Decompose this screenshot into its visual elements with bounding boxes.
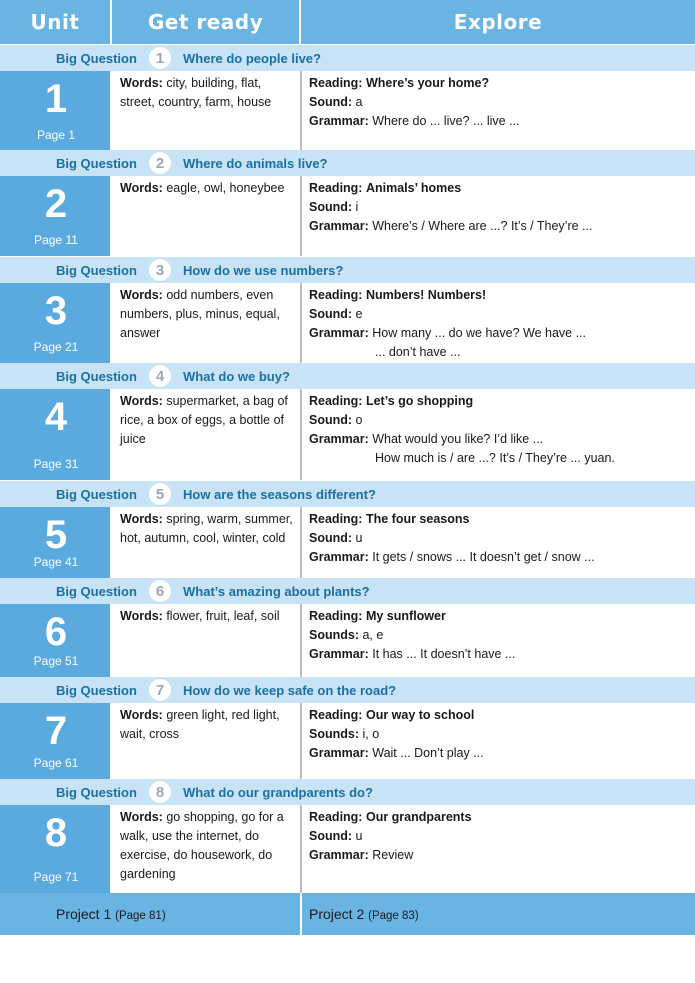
sound-label: Sound:: [309, 413, 353, 427]
words-text: spring, warm, summer, hot, autumn, cool, winter, cold: [120, 512, 293, 545]
grammar-label: Grammar:: [309, 647, 369, 661]
sound-value: i, o: [362, 727, 380, 741]
reading-label: Reading:: [309, 181, 363, 195]
unit-row: [0, 507, 695, 578]
grammar-line: [309, 744, 689, 763]
grammar-label: Grammar:: [309, 550, 369, 564]
big-question-number: 2: [149, 152, 171, 174]
big-question-bar: [0, 45, 695, 71]
big-question-label: Big Question: [56, 682, 137, 698]
unit-cell: [0, 283, 112, 363]
sound-value: o: [355, 413, 363, 427]
explore-cell: [302, 389, 695, 480]
grammar-label: Grammar:: [309, 848, 369, 862]
sound-line: [309, 198, 689, 217]
reading-line: [309, 286, 689, 305]
unit-cell: [0, 604, 112, 677]
sound-value: a: [355, 95, 363, 109]
sound-line: [309, 827, 689, 846]
big-question-text: How do we use numbers?: [183, 262, 344, 278]
unit-number: 7: [44, 709, 68, 753]
grammar-line: [309, 112, 689, 131]
unit-cell: [0, 805, 112, 893]
sound-line: [309, 529, 689, 548]
sound-value: i: [355, 200, 359, 214]
words-label: Words:: [120, 810, 163, 824]
reading-line: [309, 706, 689, 725]
sound-label: Sound:: [309, 200, 353, 214]
big-question-number: 5: [149, 483, 171, 505]
get-ready-cell: [112, 71, 302, 151]
big-question-label: Big Question: [56, 262, 137, 278]
sound-line: [309, 411, 689, 430]
big-question-bar: [0, 257, 695, 283]
sound-label: Sound:: [309, 531, 353, 545]
unit-row: [0, 604, 695, 677]
grammar-line-2: How much is / are ...? It’s / They’re ... yuan.: [375, 451, 615, 465]
big-question-number: 1: [149, 47, 171, 69]
sound-line: [309, 93, 689, 112]
grammar-text: Wait ... Don’t play ...: [372, 746, 484, 760]
big-question-text: What do our grandparents do?: [183, 784, 373, 800]
words-label: Words:: [120, 181, 163, 195]
reading-title: My sunflower: [365, 609, 446, 623]
grammar-line: [309, 548, 689, 567]
explore-cell: [302, 283, 695, 363]
big-question-label: Big Question: [56, 784, 137, 800]
unit-cell: [0, 71, 112, 151]
big-question-number: 8: [149, 781, 171, 803]
big-question-text: What do we buy?: [183, 368, 290, 384]
explore-cell: [302, 604, 695, 677]
reading-label: Reading:: [309, 708, 363, 722]
big-question-text: What’s amazing about plants?: [183, 583, 370, 599]
words-label: Words:: [120, 288, 163, 302]
big-question-bar: [0, 363, 695, 389]
project-2: [309, 906, 419, 922]
unit-row: [0, 176, 695, 256]
get-ready-cell: [112, 176, 302, 256]
unit-cell: [0, 507, 112, 578]
get-ready-cell: [112, 604, 302, 677]
sound-line: [309, 725, 689, 744]
big-question-label: Big Question: [56, 155, 137, 171]
unit-page: Page 61: [33, 756, 79, 770]
big-question-bar: [0, 677, 695, 703]
grammar-text: What would you like? I’d like ...: [372, 432, 544, 446]
grammar-line: [309, 324, 689, 343]
reading-title: Animals’ homes: [365, 181, 462, 195]
grammar-label: Grammar:: [309, 746, 369, 760]
explore-cell: [302, 176, 695, 256]
get-ready-cell: [112, 703, 302, 779]
big-question-label: Big Question: [56, 368, 137, 384]
words-text: odd numbers, even numbers, plus, minus, equal, answer: [120, 288, 280, 340]
unit-number: 4: [44, 395, 68, 439]
unit-cell: [0, 176, 112, 256]
grammar-text: It gets / snows ... It doesn’t get / snow ...: [372, 550, 595, 564]
unit-page: Page 41: [33, 555, 79, 569]
unit-cell: [0, 389, 112, 480]
sound-label: Sounds:: [309, 628, 359, 642]
grammar-label: Grammar:: [309, 219, 369, 233]
unit-page: Page 21: [33, 340, 79, 354]
header-unit: Unit: [0, 0, 112, 44]
big-question-text: How are the seasons different?: [183, 486, 376, 502]
reading-label: Reading:: [309, 76, 363, 90]
unit-number: 2: [44, 182, 68, 226]
unit-cell: [0, 703, 112, 779]
project-1: [56, 906, 166, 922]
words-text: supermarket, a bag of rice, a box of eggs, a bottle of juice: [120, 394, 288, 446]
unit-row: [0, 703, 695, 779]
sound-line: [309, 626, 689, 645]
unit-row: [0, 71, 695, 151]
sound-label: Sound:: [309, 829, 353, 843]
sound-label: Sounds:: [309, 727, 359, 741]
grammar-label: Grammar:: [309, 432, 369, 446]
grammar-line: [309, 430, 689, 449]
header-get-ready: Get ready: [112, 0, 301, 44]
reading-line: [309, 808, 689, 827]
unit-page: Page 71: [33, 870, 79, 884]
words-label: Words:: [120, 609, 163, 623]
big-question-number: 3: [149, 259, 171, 281]
reading-title: Our way to school: [365, 708, 475, 722]
big-question-label: Big Question: [56, 583, 137, 599]
project-1-label: Project 1: [56, 906, 112, 922]
project-2-page: (Page 83): [368, 910, 419, 922]
unit-row: [0, 283, 695, 363]
sound-value: u: [355, 531, 363, 545]
words-label: Words:: [120, 394, 163, 408]
unit-number: 5: [44, 513, 68, 557]
grammar-label: Grammar:: [309, 114, 369, 128]
unit-row: [0, 805, 695, 893]
reading-label: Reading:: [309, 394, 363, 408]
big-question-text: How do we keep safe on the road?: [183, 682, 397, 698]
words-text: city, building, flat, street, country, farm, house: [120, 76, 272, 109]
unit-number: 6: [44, 610, 68, 654]
sound-value: u: [355, 829, 363, 843]
explore-cell: [302, 71, 695, 151]
sound-label: Sound:: [309, 307, 353, 321]
unit-number: 1: [44, 77, 68, 121]
get-ready-cell: [112, 507, 302, 578]
footer-projects: [0, 893, 695, 935]
footer-divider: [300, 893, 302, 935]
sound-value: a, e: [362, 628, 384, 642]
grammar-line: [309, 645, 689, 664]
words-text: go shopping, go for a walk, use the internet, do exercise, do housework, do gardening: [120, 810, 284, 881]
big-question-bar: [0, 481, 695, 507]
reading-title: Our grandparents: [365, 810, 472, 824]
unit-page: Page 11: [34, 233, 78, 247]
reading-label: Reading:: [309, 609, 363, 623]
words-text: green light, red light, wait, cross: [120, 708, 280, 741]
table-header: [0, 0, 695, 44]
unit-number: 8: [44, 811, 68, 855]
grammar-text: How many ... do we have? We have ...: [372, 326, 586, 340]
reading-line: [309, 74, 689, 93]
reading-title: Numbers! Numbers!: [365, 288, 487, 302]
get-ready-cell: [112, 805, 302, 893]
big-question-number: 6: [149, 580, 171, 602]
unit-page: Page 31: [33, 457, 79, 471]
words-label: Words:: [120, 512, 163, 526]
reading-title: Let’s go shopping: [365, 394, 474, 408]
explore-cell: [302, 507, 695, 578]
grammar-text: It has ... It doesn’t have ...: [372, 647, 516, 661]
grammar-text: Where do ... live? ... live ...: [372, 114, 520, 128]
unit-page: Page 51: [33, 654, 79, 668]
unit-page: Page 1: [36, 128, 76, 142]
big-question-label: Big Question: [56, 486, 137, 502]
big-question-label: Big Question: [56, 50, 137, 66]
project-2-label: Project 2: [309, 906, 365, 922]
sound-label: Sound:: [309, 95, 353, 109]
reading-label: Reading:: [309, 512, 363, 526]
big-question-bar: [0, 150, 695, 176]
sound-line: [309, 305, 689, 324]
explore-cell: [302, 805, 695, 893]
words-label: Words:: [120, 708, 163, 722]
header-explore: Explore: [453, 10, 543, 34]
reading-label: Reading:: [309, 810, 363, 824]
reading-line: [309, 179, 689, 198]
project-1-page: (Page 81): [115, 910, 166, 922]
grammar-line: [309, 846, 689, 865]
reading-line: [309, 607, 689, 626]
reading-line: [309, 392, 689, 411]
unit-number: 3: [44, 289, 68, 333]
grammar-line: [309, 217, 689, 236]
reading-title: The four seasons: [365, 512, 470, 526]
big-question-text: Where do people live?: [183, 50, 321, 66]
big-question-number: 7: [149, 679, 171, 701]
big-question-text: Where do animals live?: [183, 155, 328, 171]
get-ready-cell: [112, 283, 302, 363]
big-question-bar: [0, 779, 695, 805]
grammar-label: Grammar:: [309, 326, 369, 340]
reading-label: Reading:: [309, 288, 363, 302]
sound-value: e: [355, 307, 363, 321]
reading-title: Where’s your home?: [365, 76, 490, 90]
unit-row: [0, 389, 695, 480]
grammar-text: Where’s / Where are ...? It’s / They’re ...: [372, 219, 593, 233]
grammar-line-2: ... don’t have ...: [375, 345, 461, 359]
big-question-number: 4: [149, 365, 171, 387]
grammar-text: Review: [372, 848, 414, 862]
words-text: flower, fruit, leaf, soil: [166, 609, 280, 623]
words-text: eagle, owl, honeybee: [166, 181, 285, 195]
get-ready-cell: [112, 389, 302, 480]
reading-line: [309, 510, 689, 529]
explore-cell: [302, 703, 695, 779]
big-question-bar: [0, 578, 695, 604]
words-label: Words:: [120, 76, 163, 90]
